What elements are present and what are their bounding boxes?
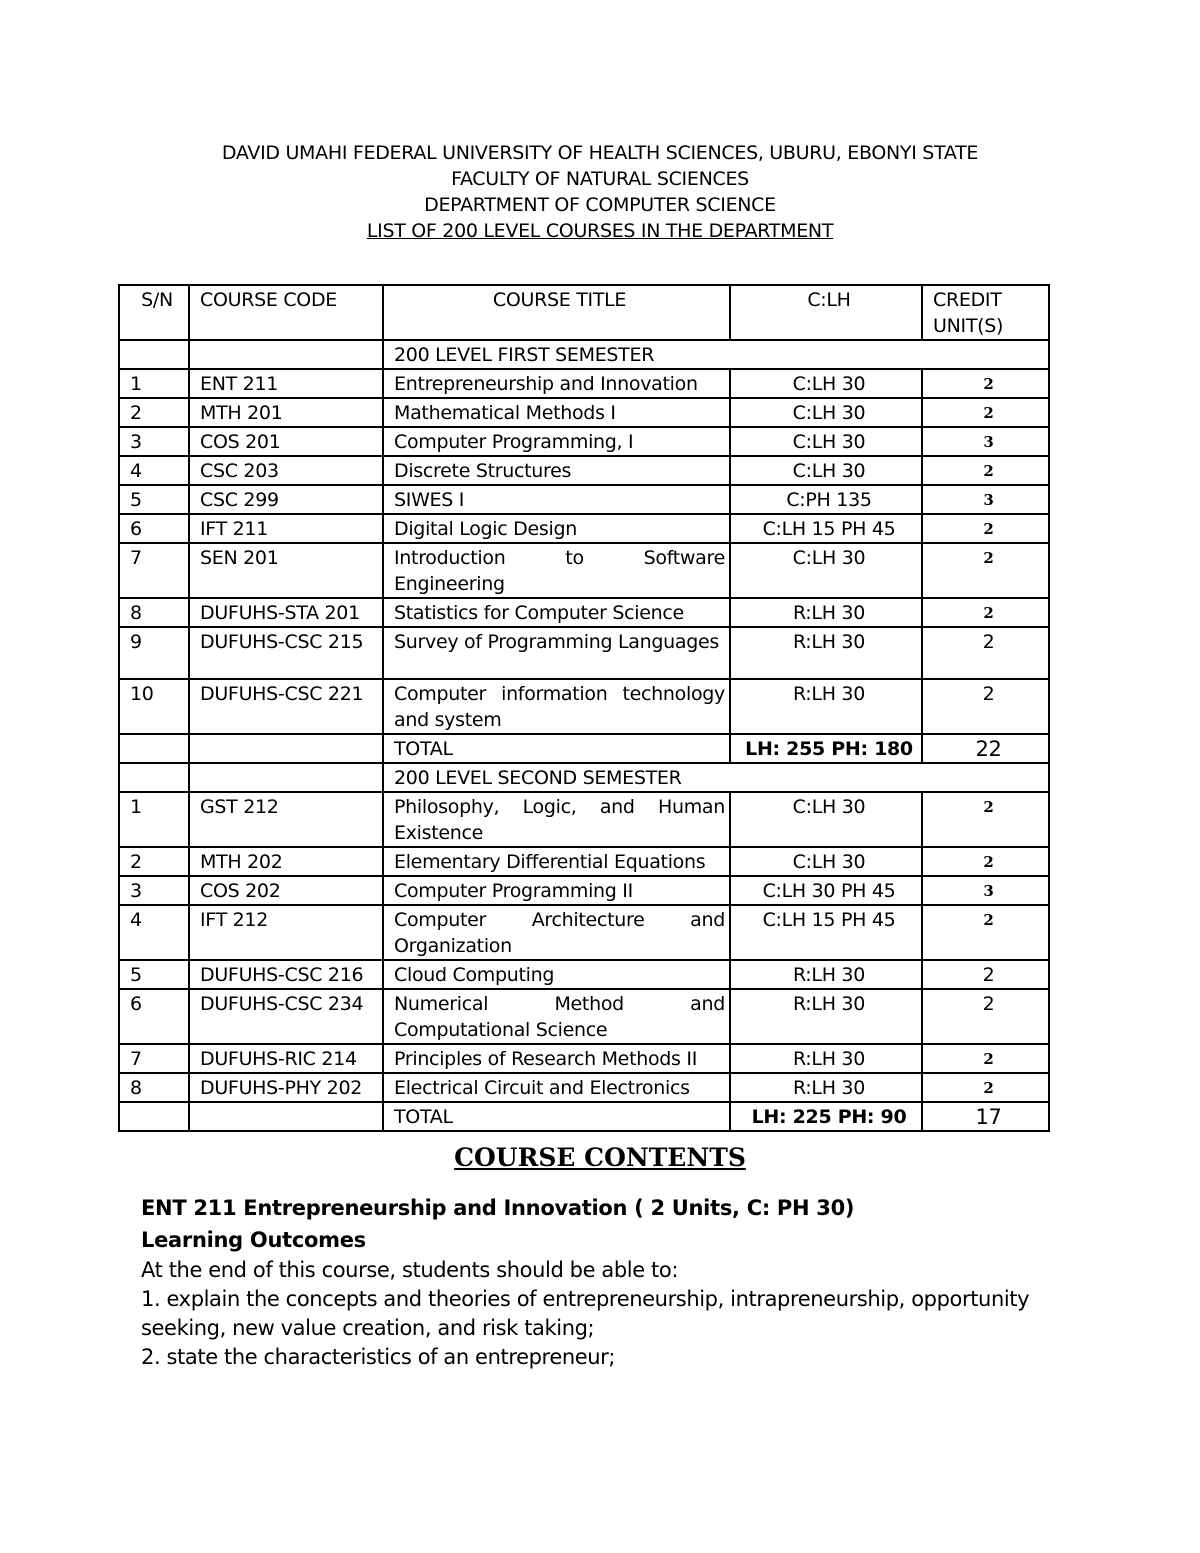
semester-heading: 200 LEVEL FIRST SEMESTER [383, 340, 922, 369]
credit-units-cell: 2 [922, 456, 1049, 485]
semester-heading-row [119, 763, 1049, 792]
university-name: DAVID UMAHI FEDERAL UNIVERSITY OF HEALTH SCIENCES, UBURU, EBONYI STATE [221, 142, 979, 164]
course-heading: ENT 211 Entrepreneurship and Innovation ( 2 Units, C: PH 30) [141, 1196, 855, 1220]
empty-cell [189, 1102, 383, 1131]
course-code-cell: GST 212 [189, 792, 383, 847]
total-hours: LH: 255 PH: 180 [730, 734, 922, 763]
course-contents [141, 1143, 1071, 1372]
table-row [119, 485, 1049, 514]
empty-cell [189, 340, 383, 369]
table-row [119, 543, 1049, 598]
sn-cell: 8 [119, 598, 189, 627]
course-code-cell: MTH 202 [189, 847, 383, 876]
course-title-cell: Statistics for Computer Science [383, 598, 730, 627]
credit-units-cell: 2 [922, 627, 1049, 679]
course-code-cell: DUFUHS-CSC 234 [189, 989, 383, 1044]
table-row [119, 876, 1049, 905]
course-title-cell: Survey of Programming Languages [383, 627, 730, 679]
clh-cell: C:LH 30 [730, 427, 922, 456]
table-row [119, 1073, 1049, 1102]
course-title-cell: Electrical Circuit and Electronics [383, 1073, 730, 1102]
clh-cell: C:LH 30 [730, 792, 922, 847]
empty-cell [119, 734, 189, 763]
course-title-cell: Mathematical Methods I [383, 398, 730, 427]
outcome-item: 1. explain the concepts and theories of entrepreneurship, intrapreneurship, opportunity seeking, new value creation, and risk taking; [141, 1287, 1030, 1340]
credit-units-cell: 2 [922, 398, 1049, 427]
course-title-cell: SIWES I [383, 485, 730, 514]
clh-cell: C:LH 30 [730, 847, 922, 876]
course-title-cell: Discrete Structures [383, 456, 730, 485]
course-title-cell: Digital Logic Design [383, 514, 730, 543]
course-code-cell: DUFUHS-CSC 215 [189, 627, 383, 679]
course-title-cell: Principles of Research Methods II [383, 1044, 730, 1073]
sn-cell: 4 [119, 905, 189, 960]
clh-cell: C:LH 30 PH 45 [730, 876, 922, 905]
clh-cell: C:LH 30 [730, 456, 922, 485]
empty-cell [119, 340, 189, 369]
clh-cell: R:LH 30 [730, 1073, 922, 1102]
sn-cell: 8 [119, 1073, 189, 1102]
credit-units-cell: 2 [922, 679, 1049, 734]
course-code-cell: DUFUHS-RIC 214 [189, 1044, 383, 1073]
sn-cell: 6 [119, 989, 189, 1044]
total-row [119, 734, 1049, 763]
credit-units-cell: 2 [922, 989, 1049, 1044]
credit-units-cell: 2 [922, 847, 1049, 876]
table-header-row [119, 285, 1049, 340]
course-title-cell: Computer Architecture and Organization [383, 905, 730, 960]
course-code-cell: ENT 211 [189, 369, 383, 398]
course-title-cell: Computer information technology and system [383, 679, 730, 734]
course-title-cell: Computer Programming II [383, 876, 730, 905]
col-clh: C:LH [730, 285, 922, 340]
empty-cell [189, 763, 383, 792]
sn-cell: 10 [119, 679, 189, 734]
empty-cell [922, 763, 1049, 792]
course-title-cell: Elementary Differential Equations [383, 847, 730, 876]
sn-cell: 5 [119, 960, 189, 989]
faculty-name: FACULTY OF NATURAL SCIENCES [451, 168, 749, 190]
total-hours: LH: 225 PH: 90 [730, 1102, 922, 1131]
table-row [119, 398, 1049, 427]
credit-units-cell: 2 [922, 905, 1049, 960]
sn-cell: 7 [119, 1044, 189, 1073]
clh-cell: R:LH 30 [730, 960, 922, 989]
outcome-item: 2. state the characteristics of an entrepreneur; [141, 1345, 616, 1369]
sn-cell: 2 [119, 398, 189, 427]
credit-units-cell: 2 [922, 792, 1049, 847]
sn-cell: 6 [119, 514, 189, 543]
table-row [119, 369, 1049, 398]
course-code-cell: DUFUHS-STA 201 [189, 598, 383, 627]
credit-units-cell: 2 [922, 598, 1049, 627]
total-units: 22 [922, 734, 1049, 763]
credit-units-cell: 2 [922, 1044, 1049, 1073]
clh-cell: C:LH 15 PH 45 [730, 905, 922, 960]
clh-cell: C:LH 15 PH 45 [730, 514, 922, 543]
course-title-cell: Entrepreneurship and Innovation [383, 369, 730, 398]
col-sn: S/N [119, 285, 189, 340]
table-row [119, 989, 1049, 1044]
department-name: DEPARTMENT OF COMPUTER SCIENCE [424, 194, 776, 216]
credit-units-cell: 2 [922, 960, 1049, 989]
total-label: TOTAL [383, 1102, 730, 1131]
list-title: LIST OF 200 LEVEL COURSES IN THE DEPARTMENT [366, 220, 834, 242]
course-code-cell: CSC 203 [189, 456, 383, 485]
course-code-cell: SEN 201 [189, 543, 383, 598]
credit-units-cell: 3 [922, 876, 1049, 905]
sn-cell: 1 [119, 792, 189, 847]
sn-cell: 3 [119, 427, 189, 456]
course-title-cell: Computer Programming, I [383, 427, 730, 456]
table-row [119, 627, 1049, 679]
total-label: TOTAL [383, 734, 730, 763]
credit-units-cell: 2 [922, 543, 1049, 598]
table-row [119, 1044, 1049, 1073]
course-code-cell: CSC 299 [189, 485, 383, 514]
table-row [119, 960, 1049, 989]
course-code-cell: MTH 201 [189, 398, 383, 427]
semester-heading-row [119, 340, 1049, 369]
col-course-title: COURSE TITLE [383, 285, 730, 340]
course-contents-title: COURSE CONTENTS [454, 1143, 746, 1172]
course-title-cell: Numerical Method and Computational Science [383, 989, 730, 1044]
table-row [119, 514, 1049, 543]
empty-cell [189, 734, 383, 763]
table-row [119, 792, 1049, 847]
empty-cell [922, 340, 1049, 369]
course-title-cell: Introduction to Software Engineering [383, 543, 730, 598]
sn-cell: 4 [119, 456, 189, 485]
document-header [0, 140, 1200, 244]
credit-units-cell: 2 [922, 1073, 1049, 1102]
col-course-code: COURSE CODE [189, 285, 383, 340]
clh-cell: R:LH 30 [730, 1044, 922, 1073]
credit-units-cell: 2 [922, 369, 1049, 398]
empty-cell [119, 763, 189, 792]
course-code-cell: DUFUHS-CSC 221 [189, 679, 383, 734]
semester-heading: 200 LEVEL SECOND SEMESTER [383, 763, 922, 792]
clh-cell: R:LH 30 [730, 679, 922, 734]
course-code-cell: COS 202 [189, 876, 383, 905]
course-code-cell: DUFUHS-PHY 202 [189, 1073, 383, 1102]
clh-cell: C:LH 30 [730, 398, 922, 427]
sn-cell: 1 [119, 369, 189, 398]
clh-cell: R:LH 30 [730, 627, 922, 679]
sn-cell: 7 [119, 543, 189, 598]
credit-units-cell: 3 [922, 485, 1049, 514]
course-title-cell: Cloud Computing [383, 960, 730, 989]
clh-cell: C:LH 30 [730, 543, 922, 598]
table-row [119, 679, 1049, 734]
course-code-cell: IFT 211 [189, 514, 383, 543]
total-units: 17 [922, 1102, 1049, 1131]
table-row [119, 905, 1049, 960]
course-title-cell: Philosophy, Logic, and Human Existence [383, 792, 730, 847]
sn-cell: 2 [119, 847, 189, 876]
sn-cell: 5 [119, 485, 189, 514]
course-code-cell: IFT 212 [189, 905, 383, 960]
clh-cell: C:LH 30 [730, 369, 922, 398]
total-row [119, 1102, 1049, 1131]
clh-cell: C:PH 135 [730, 485, 922, 514]
clh-cell: R:LH 30 [730, 598, 922, 627]
credit-units-cell: 2 [922, 514, 1049, 543]
course-table [118, 284, 1050, 1132]
col-credit-units: CREDIT UNIT(S) [922, 285, 1049, 340]
table-row [119, 847, 1049, 876]
course-code-cell: COS 201 [189, 427, 383, 456]
empty-cell [119, 1102, 189, 1131]
learning-outcomes-label: Learning Outcomes [141, 1228, 366, 1252]
table-row [119, 427, 1049, 456]
outcomes-intro: At the end of this course, students should be able to: [141, 1258, 678, 1282]
table-row [119, 456, 1049, 485]
sn-cell: 9 [119, 627, 189, 679]
table-row [119, 598, 1049, 627]
course-code-cell: DUFUHS-CSC 216 [189, 960, 383, 989]
credit-units-cell: 3 [922, 427, 1049, 456]
sn-cell: 3 [119, 876, 189, 905]
clh-cell: R:LH 30 [730, 989, 922, 1044]
